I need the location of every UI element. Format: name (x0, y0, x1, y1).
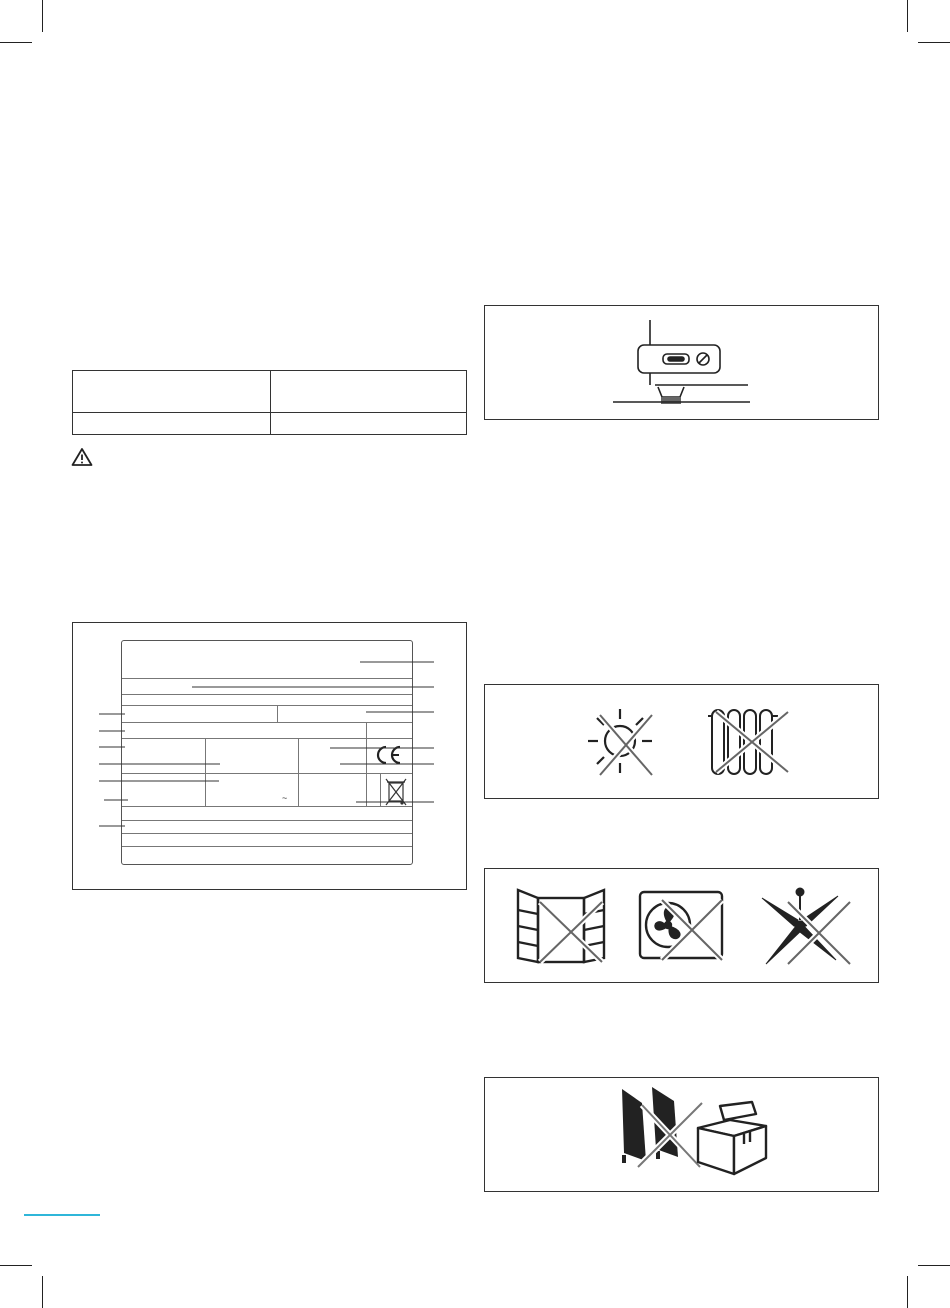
table-row (73, 371, 467, 413)
crop-mark (918, 1265, 950, 1266)
table-row (73, 413, 467, 435)
ac-symbol: ~ (282, 793, 288, 803)
crop-mark (0, 42, 32, 43)
fan-prohibited-icon (636, 888, 728, 964)
crop-mark (907, 0, 908, 32)
warning-icon (71, 447, 93, 467)
crop-mark (0, 1265, 32, 1266)
spirit-level-icon (600, 315, 760, 413)
crop-mark (918, 42, 950, 43)
crop-mark (42, 0, 43, 32)
leader-lines-right (190, 655, 440, 810)
heat-sources-figure (484, 684, 879, 799)
package-box-icon (694, 1100, 770, 1176)
spec-table (72, 370, 467, 435)
footer-accent-line (24, 1214, 100, 1216)
window-prohibited-icon (510, 882, 612, 968)
ceiling-fan-prohibited-icon (758, 884, 858, 970)
crop-mark (907, 1276, 908, 1308)
radiator-prohibited-icon (706, 706, 796, 778)
sun-prohibited-icon (580, 703, 660, 781)
crop-mark (42, 1276, 43, 1308)
